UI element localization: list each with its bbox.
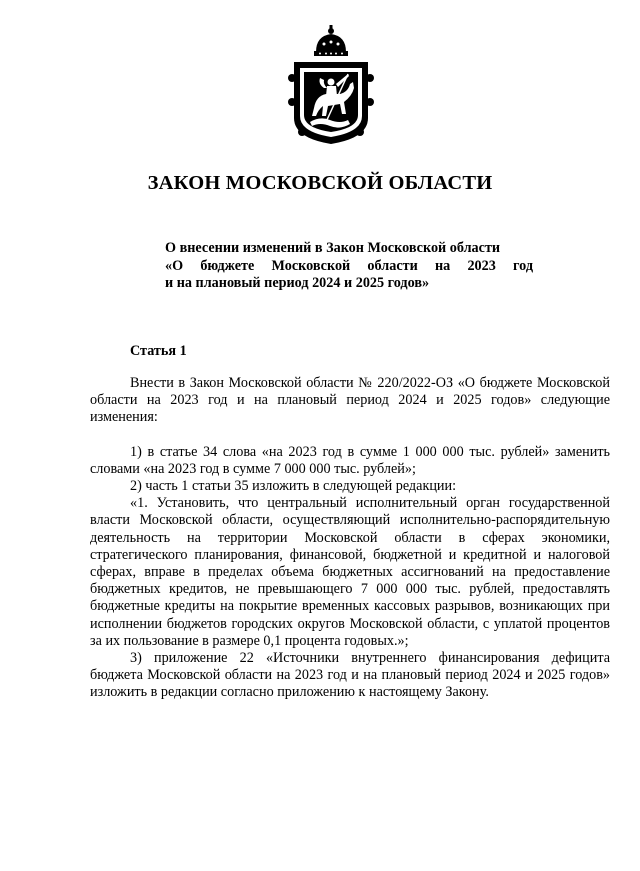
article-body <box>90 375 610 702</box>
coat-of-arms-icon <box>286 22 376 146</box>
subtitle-line: и на плановый период 2024 и 2025 годов» <box>165 275 430 291</box>
paragraph: 1) в статье 34 слова «на 2023 год в сумме 1 000 000 тыс. рублей» заменить словами «на 2023 год в сумме 7 000 000 тыс. рублей»; <box>90 443 610 477</box>
subtitle-line: О внесении изменений в Закон Московской области <box>165 240 501 256</box>
subtitle-line: «О бюджете Московской области на 2023 год <box>165 257 533 274</box>
paragraph: «1. Установить, что центральный исполнительный орган государственной власти Московской области, осуществляющий исполнительно-распорядительную деятельность на территории Московской области в сферах экономики, стратегического планирования, финансовой, бюджетной и кредитной и налоговой сферах, вправе в пределах объема бюджетных ассигнований на предоставление бюджетных кредитов, не превышающего 7 000 000 тыс. рублей, предоставлять бюджетные кредиты на покрытие временных кассовых разрывов, возникающих при исполнении бюджетов городских округов Московской области, с уплатой процентов за их пользование в размере 0,1 процента годовых.»; <box>90 495 610 649</box>
paragraph: 2) часть 1 статьи 35 изложить в следующей редакции: <box>130 478 457 495</box>
document-title: ЗАКОН МОСКОВСКОЙ ОБЛАСТИ <box>147 172 493 194</box>
article-heading: Статья 1 <box>130 343 187 359</box>
paragraph: 3) приложение 22 «Источники внутреннего финансирования дефицита бюджета Московской области на 2023 год и на плановый период 2024 и 2025 годов» изложить в редакции согласно приложению к настоящему Закону. <box>90 650 610 701</box>
paragraph: Внести в Закон Московской области № 220/2022-ОЗ «О бюджете Московской области на 2023 год и на плановый период 2024 и 2025 годов» следующие изменения: <box>90 375 610 426</box>
document-subtitle <box>165 240 533 293</box>
